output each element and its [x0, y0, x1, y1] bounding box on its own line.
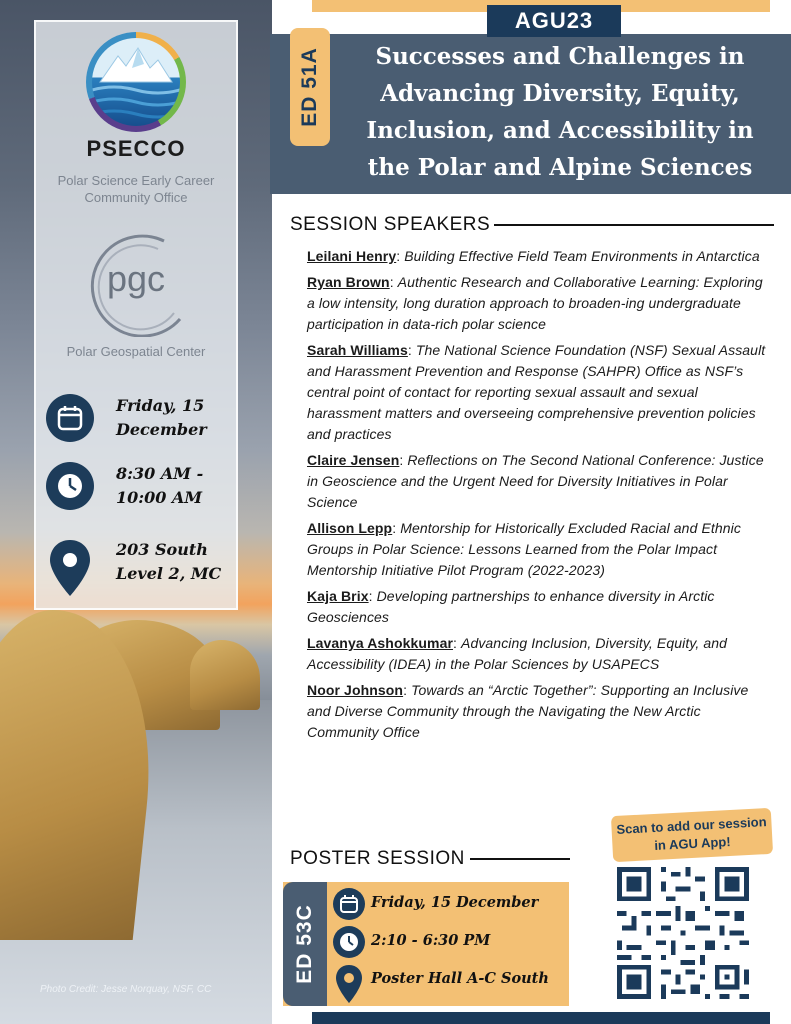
svg-text:pgc: pgc	[106, 258, 166, 299]
clock-icon	[46, 462, 94, 510]
qr-code[interactable]	[612, 862, 754, 1004]
session-code-tag: ED 51A	[290, 28, 330, 146]
psecco-name: PSECCO	[86, 136, 186, 161]
list-item: Allison Lepp: Mentorship for Historically Excluded Racial and Ethnic Groups in Polar Science: Lessons Learned from the Polar Impact Mentorship Initiative Pilot Program (2022-2023)	[307, 520, 741, 578]
location-pin-icon	[333, 964, 365, 996]
tent-image	[190, 640, 260, 710]
background-photo	[0, 0, 272, 1024]
conference-badge: AGU23	[487, 5, 621, 37]
pgc-logo	[76, 227, 196, 337]
list-item: Noor Johnson: Towards an “Arctic Together”: Supporting an Inclusive and Diverse Community through the Navigating the New Arctic Community Office	[307, 682, 749, 740]
list-item: Lavanya Ashokkumar: Advancing Inclusion, Diversity, Equity, and Accessibility (IDEA) in the Polar Sciences by USAPECS	[307, 635, 728, 672]
location-pin-icon	[46, 538, 94, 586]
pgc-full-name: Polar Geospatial Center	[66, 344, 206, 359]
list-item: Leilani Henry: Building Effective Field Team Environments in Antarctica	[307, 248, 760, 264]
poster-location: Poster Hall A-C South	[333, 964, 569, 998]
sidebar-card: PSECCO Polar Science Early Career Community Office pgc Polar Geospatial Center Friday, 15 December 8:30 AM - 10:00 AM 203 South Level 2, MC	[34, 20, 238, 610]
list-item: Sarah Williams: The National Science Foundation (NSF) Sexual Assault and Harassment Prevention and Response (SAHPR) Office as NSF’s central point of contact for reporting sexual assault and sexual harassment matters and overseeing comprehensive prevention policies and practices	[307, 342, 766, 442]
session-title: Successes and Challenges in Advancing Diversity, Equity, Inclusion, and Accessibility in the Polar and Alpine Sciences	[366, 43, 754, 181]
poster-session-code-tag: ED 53C	[283, 882, 327, 1006]
psecco-logo	[86, 32, 186, 132]
heading-rule	[494, 224, 774, 226]
photo-credit: Photo Credit: Jesse Norquay, NSF, CC	[40, 984, 212, 995]
speaker-list	[307, 246, 767, 748]
calendar-icon	[46, 394, 94, 442]
clock-icon	[333, 926, 365, 958]
list-item: Claire Jensen: Reflections on The Second National Conference: Justice in Geoscience and the Urgent Need for Diversity Initiatives in Polar Science	[307, 452, 764, 510]
list-item: Ryan Brown: Authentic Research and Collaborative Learning: Exploring a low intensity, long duration approach to broaden-ing undergraduate participation in data-rich polar science	[307, 274, 763, 332]
psecco-full-name: Polar Science Early Career Community Office	[57, 173, 215, 205]
heading-rule	[470, 858, 570, 860]
list-item: Kaja Brix: Developing partnerships to enhance diversity in Arctic Geosciences	[307, 588, 715, 625]
speakers-heading: SESSION SPEAKERS	[290, 214, 491, 235]
poster-time: 2:10 - 6:30 PM	[333, 926, 569, 960]
poster-date: Friday, 15 December	[333, 888, 569, 922]
bottom-accent-bar	[312, 1012, 770, 1024]
calendar-icon	[333, 888, 365, 920]
scan-qr-note: Scan to add our session in AGU App!	[611, 808, 773, 862]
poster-heading: POSTER SESSION	[290, 848, 465, 869]
